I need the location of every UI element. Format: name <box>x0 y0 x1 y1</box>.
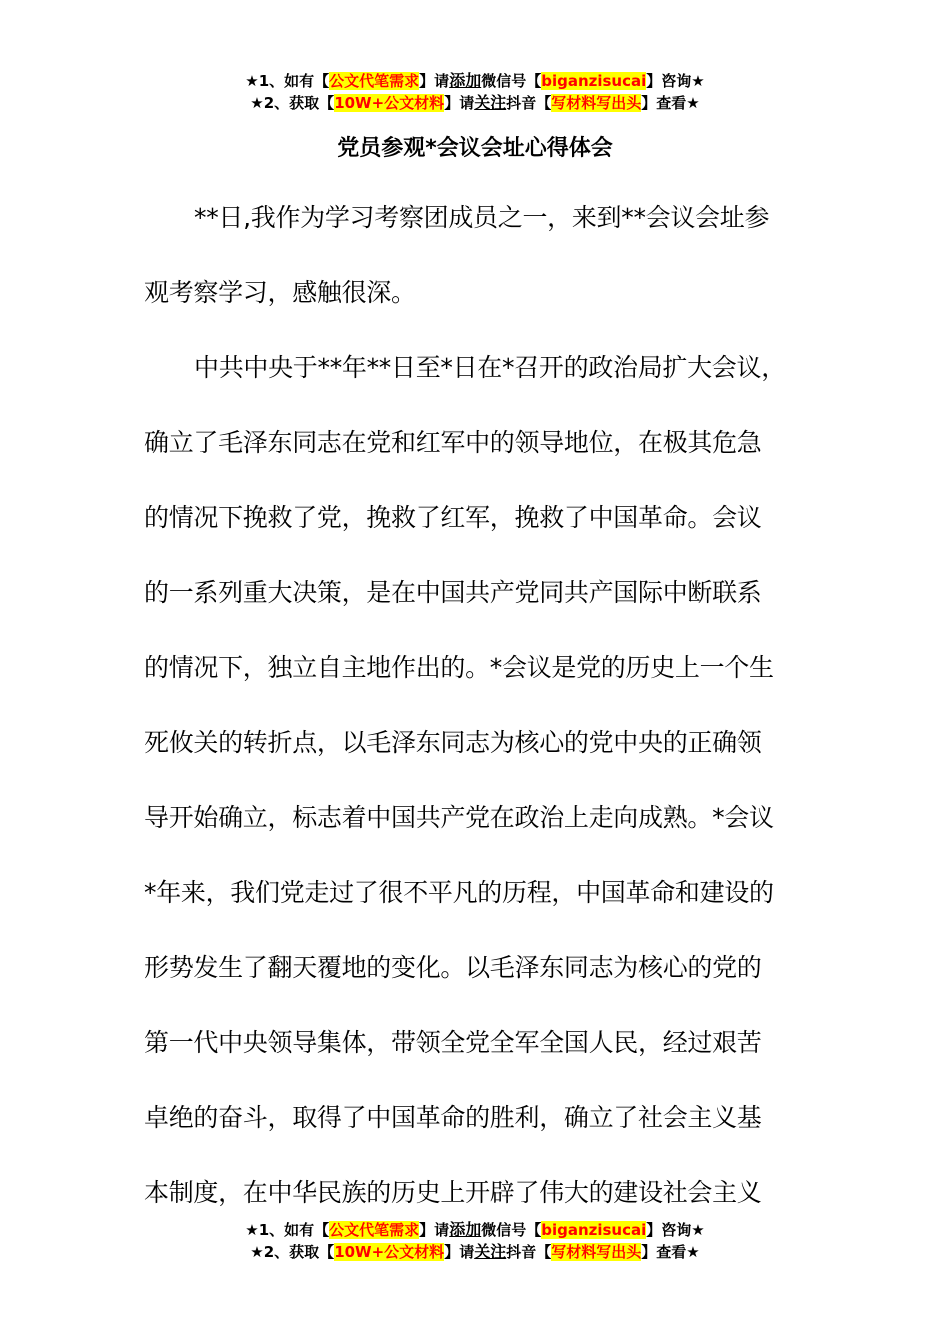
banner-text: 】咨询★ <box>646 72 705 90</box>
text-line: **日,我作为学习考察团成员之一，来到**会议会址参 <box>194 203 770 232</box>
banner-emphasis: 添加 <box>449 1220 482 1239</box>
banner-text: ★2、获取【 <box>250 1243 335 1261</box>
banner-text: ★1、如有【 <box>245 1221 330 1239</box>
text-line: 形势发生了翻天覆地的变化。以毛泽东同志为核心的党的 <box>144 953 762 982</box>
banner-highlight: biganzisucai <box>541 1221 647 1239</box>
banner-emphasis: 添加 <box>449 71 482 90</box>
banner-line-2 <box>0 92 950 114</box>
banner-highlight: 10W+公文材料 <box>334 94 445 112</box>
banner-text: 微信号【 <box>481 1221 542 1239</box>
text-line: 本制度，在中华民族的历史上开辟了伟大的建设社会主义 <box>144 1178 762 1207</box>
text-line: 死攸关的转折点，以毛泽东同志为核心的党中央的正确领 <box>144 728 762 757</box>
banner-text: 抖音【 <box>506 1243 552 1261</box>
banner-line-1 <box>0 70 950 92</box>
text-line: 中共中央于**年**日至*日在*召开的政治局扩大会议， <box>194 353 786 382</box>
text-line: 观考察学习，感触很深。 <box>144 278 416 307</box>
text-line: 确立了毛泽东同志在党和红军中的领导地位，在极其危急 <box>144 428 762 457</box>
banner-text: 】请 <box>444 94 475 112</box>
text-line: 的一系列重大决策，是在中国共产党同共产国际中断联系 <box>144 578 762 607</box>
banner-text: 】查看★ <box>641 1243 700 1261</box>
banner-emphasis: 关注 <box>474 1242 507 1261</box>
banner-line-1 <box>0 1219 950 1241</box>
document-body <box>144 180 804 1230</box>
banner-text: ★1、如有【 <box>245 72 330 90</box>
footer-banner <box>0 1219 950 1263</box>
banner-text: 】请 <box>419 1221 450 1239</box>
banner-text: 】查看★ <box>641 94 700 112</box>
banner-highlight: 写材料写出头 <box>551 94 642 112</box>
banner-text: ★2、获取【 <box>250 94 335 112</box>
banner-highlight: 10W+公文材料 <box>334 1243 445 1261</box>
banner-highlight: 公文代笔需求 <box>329 1221 420 1239</box>
banner-highlight: 公文代笔需求 <box>329 72 420 90</box>
banner-highlight: biganzisucai <box>541 72 647 90</box>
banner-text: 抖音【 <box>506 94 552 112</box>
banner-text: 微信号【 <box>481 72 542 90</box>
text-line: *年来，我们党走过了很不平凡的历程，中国革命和建设的 <box>144 878 774 907</box>
text-line: 卓绝的奋斗，取得了中国革命的胜利，确立了社会主义基 <box>144 1103 762 1132</box>
paragraph-1 <box>144 180 804 330</box>
text-line: 导开始确立，标志着中国共产党在政治上走向成熟。*会议 <box>144 803 774 832</box>
text-line: 的情况下挽救了党，挽救了红军，挽救了中国革命。会议 <box>144 503 762 532</box>
document-title: 党员参观*会议会址心得体会 <box>337 136 613 161</box>
header-banner <box>0 70 950 114</box>
text-line: 第一代中央领导集体，带领全党全军全国人民，经过艰苦 <box>144 1028 762 1057</box>
banner-text: 】请 <box>444 1243 475 1261</box>
banner-highlight: 写材料写出头 <box>551 1243 642 1261</box>
paragraph-2 <box>144 330 804 1230</box>
text-line: 的情况下，独立自主地作出的。*会议是党的历史上一个生 <box>144 653 774 682</box>
banner-line-2 <box>0 1241 950 1263</box>
banner-text: 】咨询★ <box>646 1221 705 1239</box>
banner-emphasis: 关注 <box>474 93 507 112</box>
banner-text: 】请 <box>419 72 450 90</box>
